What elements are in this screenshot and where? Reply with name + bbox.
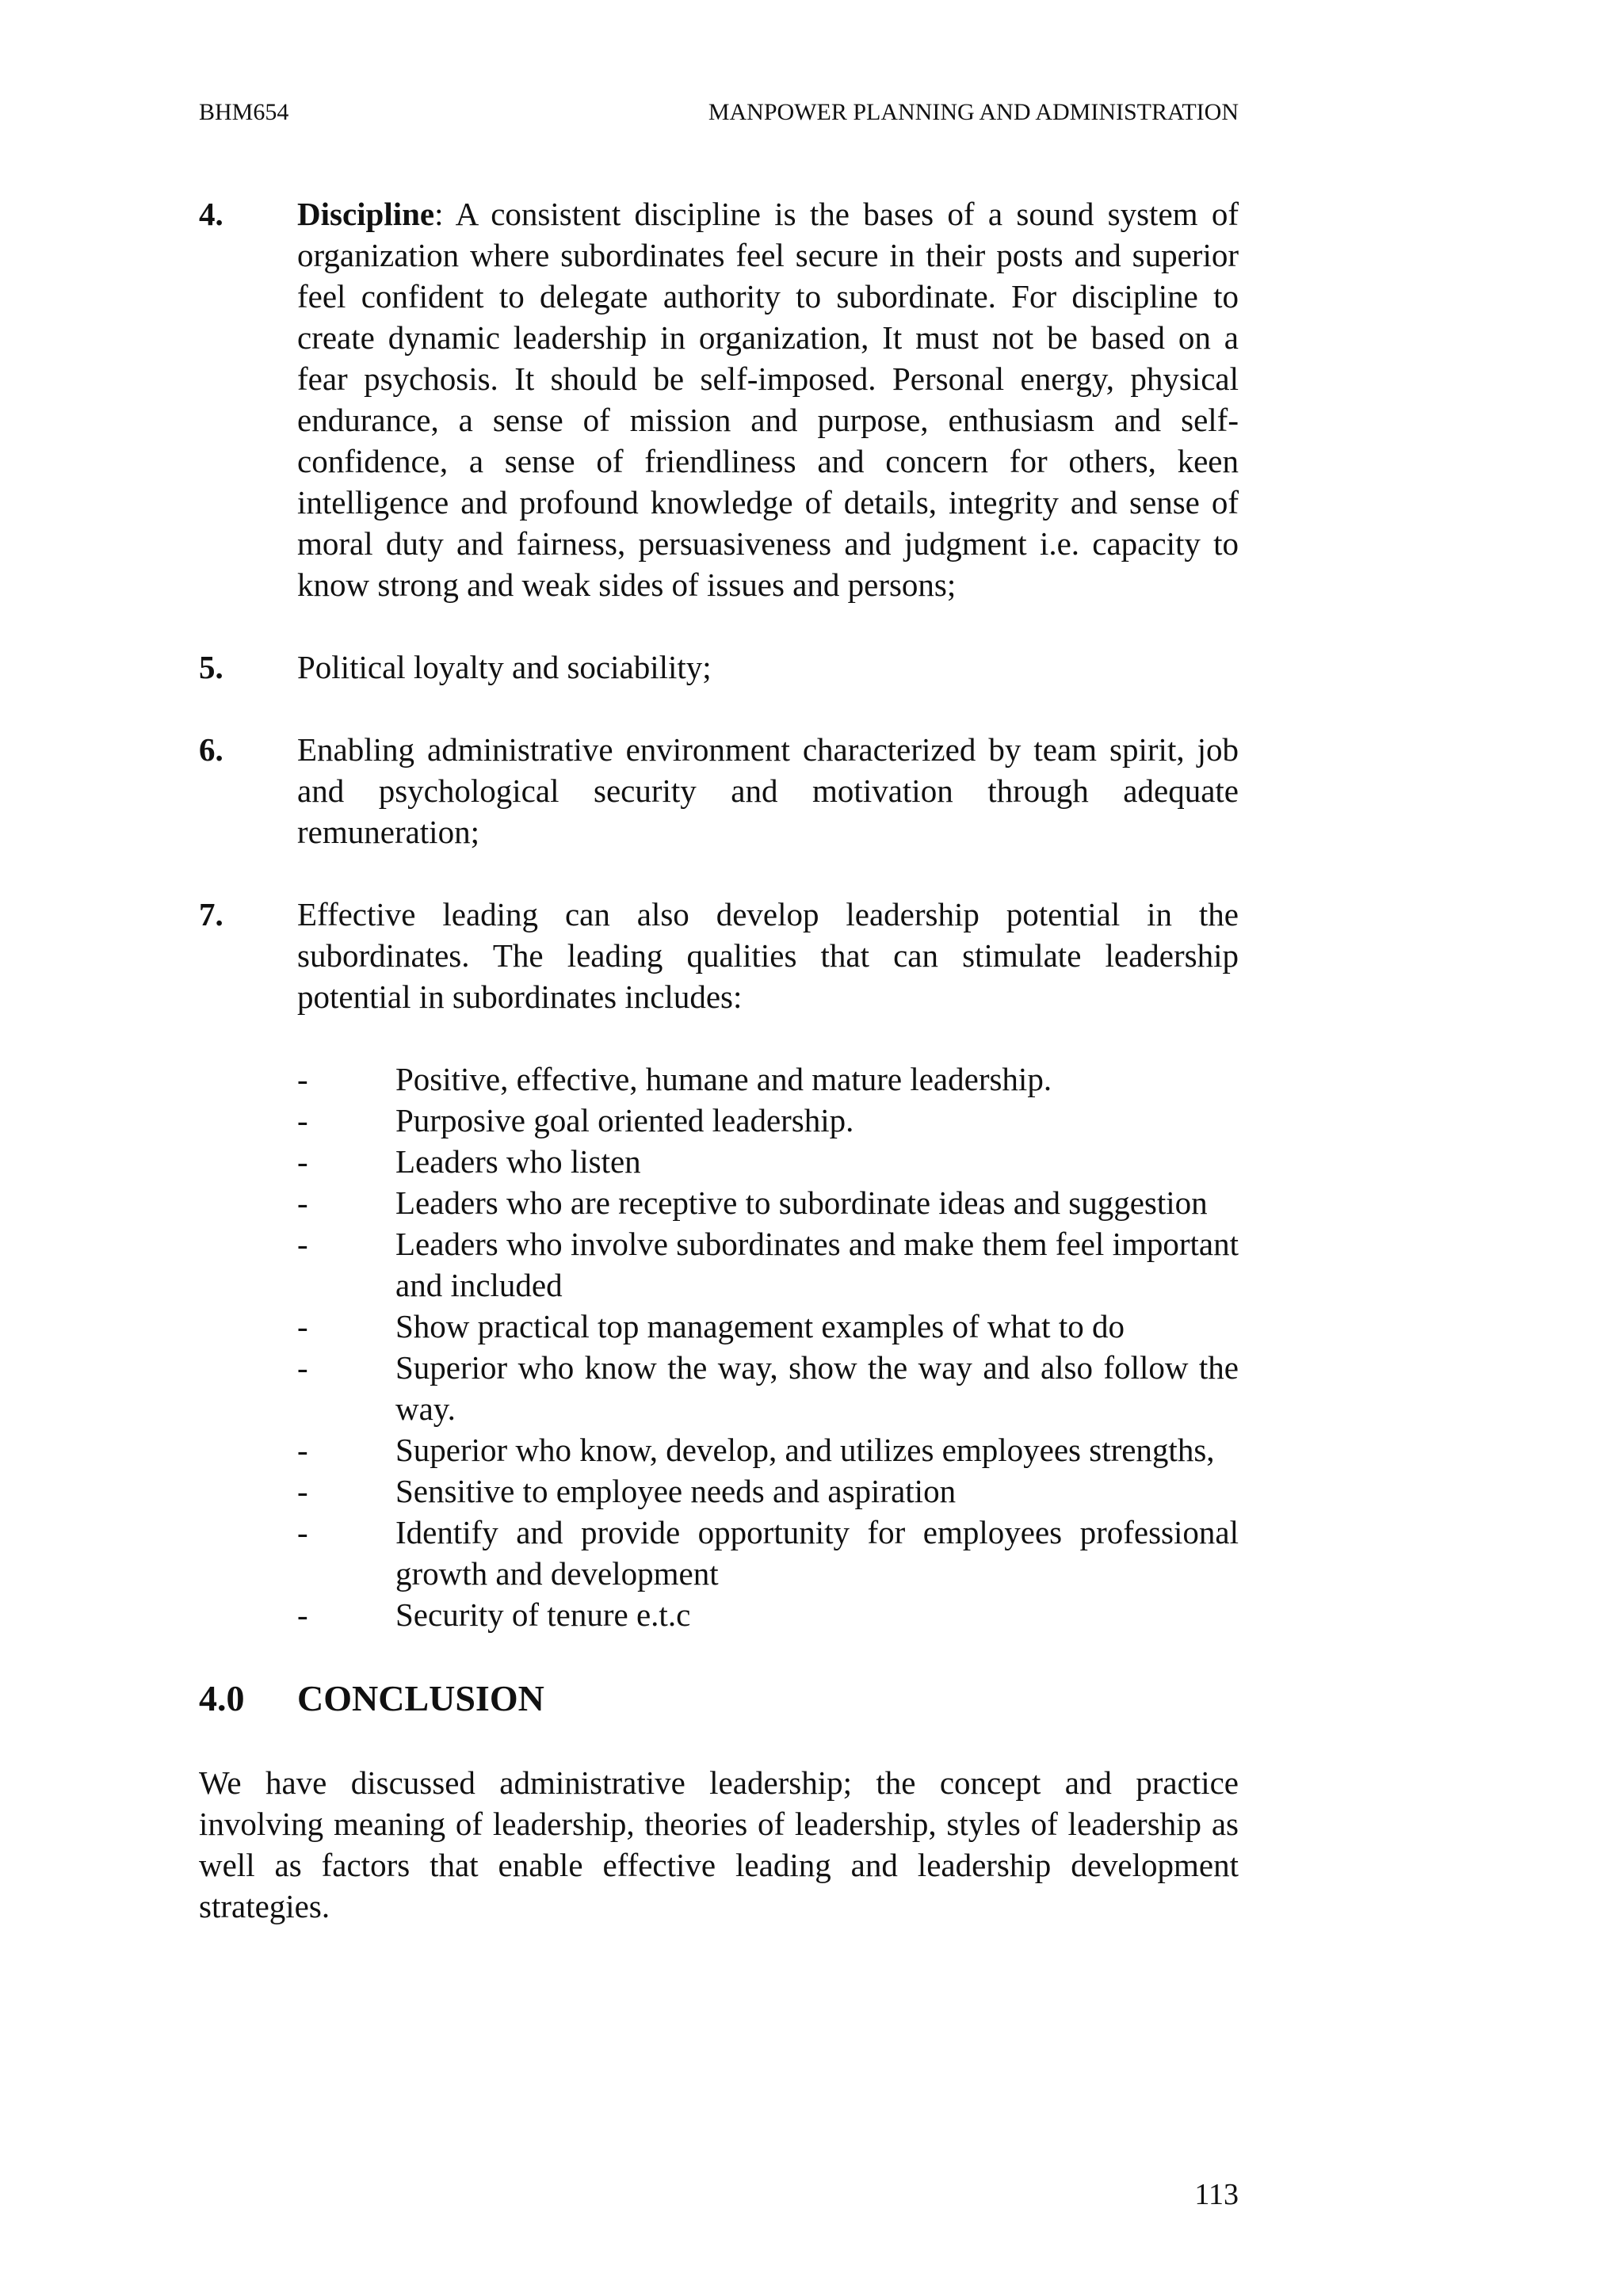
list-item [297,1594,1239,1635]
dash-bullet: - [297,1061,308,1097]
list-item-text: Show practical top management examples of what to do [395,1308,1125,1344]
list-item-text: Superior who know, develop, and utilizes employees strengths, [395,1432,1215,1468]
item-body: Political loyalty and sociability; [297,649,712,685]
dash-bullet: - [297,1184,308,1221]
course-title: MANPOWER PLANNING AND ADMINISTRATION [708,99,1239,125]
item-number: 6. [199,731,223,768]
item-body: Effective leading can also develop leadership potential in the subordinates. The leading qualities that can stimulate leadership potential in subordinates includes: [297,896,1239,1015]
course-code: BHM654 [199,99,289,125]
item-term: Discipline [297,196,435,232]
dash-bullet: - [297,1473,308,1509]
page-body [199,193,1239,1927]
dash-bullet: - [297,1432,308,1468]
conclusion-paragraph: We have discussed administrative leadership; the concept and practice involving meaning of leadership, theories of leadership, styles of leadership as well as factors that enable effective leading and leadership development strategies. [199,1764,1239,1924]
list-item [297,1512,1239,1594]
item-text [297,193,1239,605]
list-item-text: Leaders who listen [395,1143,641,1180]
list-item [297,1182,1239,1223]
dash-bullet: - [297,1226,308,1262]
dash-bullet: - [297,1308,308,1344]
list-item [297,1306,1239,1347]
dash-bullet: - [297,1102,308,1138]
list-item [297,1141,1239,1182]
section-heading [199,1676,1239,1721]
list-item-text: Positive, effective, humane and mature leadership. [395,1061,1052,1097]
section-number: 4.0 [199,1678,245,1718]
list-item [297,1058,1239,1100]
list-item-text: Leaders who involve subordinates and make them feel important and included [395,1226,1239,1303]
numbered-item-5 [199,646,1239,688]
list-item [297,1100,1239,1141]
list-item-text: Identify and provide opportunity for employees professional growth and development [395,1514,1239,1592]
section-title: CONCLUSION [297,1678,544,1718]
list-item [297,1470,1239,1512]
numbered-item-6 [199,729,1239,852]
numbered-item-7 [199,894,1239,1017]
item-body: Enabling administrative environment characterized by team spirit, job and psychological security and motivation through adequate remuneration; [297,731,1239,850]
list-item-text: Security of tenure e.t.c [395,1596,691,1633]
list-item-text: Sensitive to employee needs and aspiration [395,1473,957,1509]
leadership-qualities-list [297,1058,1239,1635]
dash-bullet: - [297,1349,308,1386]
dash-bullet: - [297,1514,308,1550]
page-number: 113 [1194,2178,1239,2211]
list-item-text: Leaders who are receptive to subordinate ideas and suggestion [395,1184,1208,1221]
dash-bullet: - [297,1143,308,1180]
running-header [199,97,1239,128]
item-number: 5. [199,649,223,685]
list-item [297,1429,1239,1470]
list-item-text: Purposive goal oriented leadership. [395,1102,854,1138]
dash-bullet: - [297,1596,308,1633]
list-item-text: Superior who know the way, show the way and also follow the way. [395,1349,1239,1427]
numbered-item-4 [199,193,1239,605]
item-number: 4. [199,196,223,232]
item-number: 7. [199,896,223,933]
item-body: : A consistent discipline is the bases of a sound system of organization where subordinates feel secure in their posts and superior feel confident to delegate authority to subordinate. For discipline to create dynamic leadership in organization, It must not be based on a fear psychosis. It should be self-imposed. Personal energy, physical endurance, a sense of mission and purpose, enthusiasm and self-confidence, a sense of friendliness and concern for others, keen intelligence and profound knowledge of details, integrity and sense of moral duty and fairness, persuasiveness and judgment i.e. capacity to know strong and weak sides of issues and persons; [297,196,1239,603]
list-item [297,1223,1239,1306]
list-item [297,1347,1239,1429]
